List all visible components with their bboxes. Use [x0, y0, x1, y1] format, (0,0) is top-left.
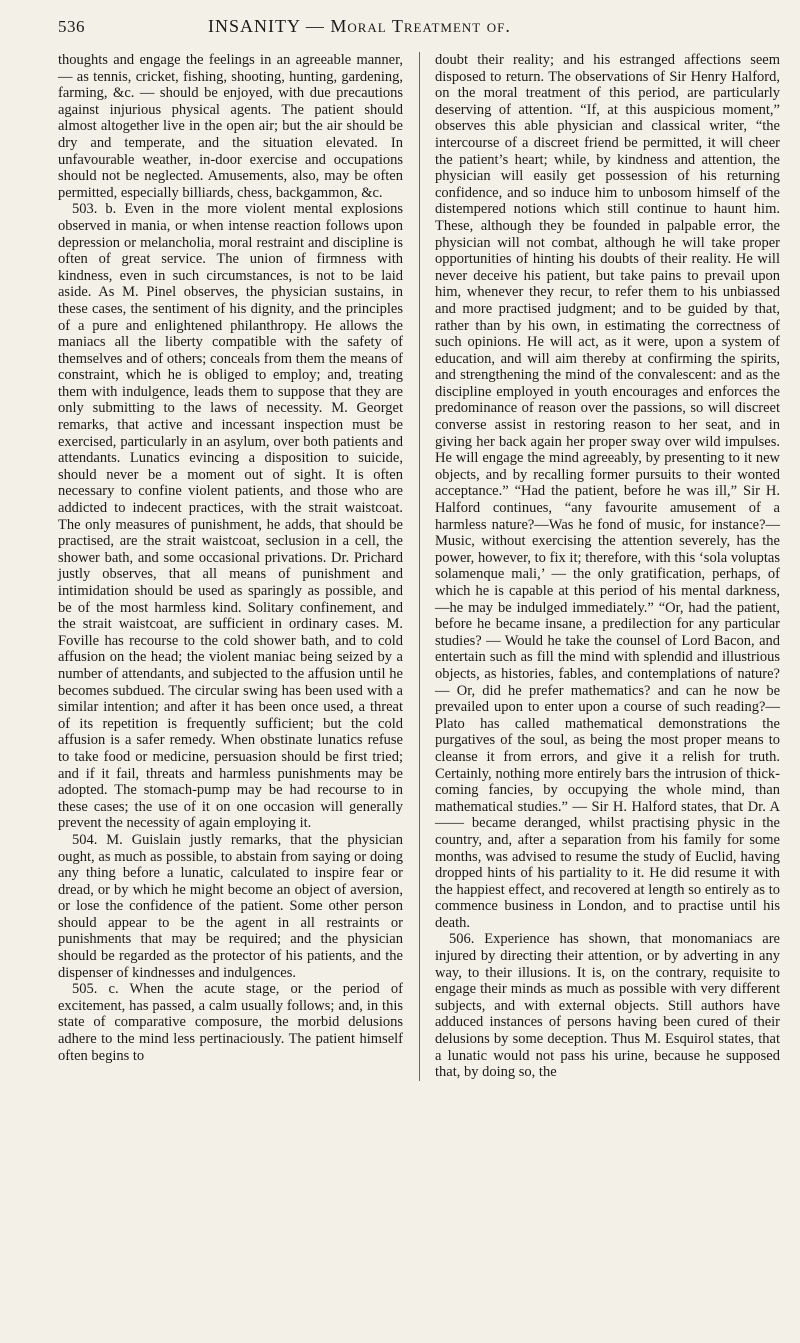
paragraph-505: 505. c. When the acute stage, or the period of excitement, has passed, a calm usually follows; and, in this state of comparative composure, the morbid delusions adhere to the mind less pertinaciously. The patient himself often begins to — [58, 981, 403, 1064]
paragraph-503: 503. b. Even in the more violent mental explosions observed in mania, or when intense reaction follows upon depression or melancholia, moral restraint and discipline is often of great service. The union of firmness with kindness, even in such circumstances, is not to be laid aside. As M. Pinel observes, the physician sustains, in these cases, the sentiment of his dignity, and the principles of a pure and enlightened philanthropy. He allows the maniacs all the liberty compatible with the safety of themselves and of others; conceals from them the means of constraint, which he is obliged to employ; and, treating them with indulgence, leads them to suppose that they are only submitting to the laws of necessity. M. Georget remarks, that active and incessant inspection must be exercised, particularly in an asylum, over both patients and attendants. Lunatics evincing a disposition to suicide, should never be a moment out of sight. It is often necessary to confine violent patients, and those who are addicted to indecent practices, with the strait waistcoat. The only measures of punishment, he adds, that should be practised, are the strait waistcoat, seclusion in a cell, the shower bath, and some occasional privations. Dr. Prichard justly observes, that all means of punishment and intimidation should be used as sparingly as possible, and be of the most harmless kind. Solitary confinement, and the strait waistcoat, are sufficient in ordinary cases. M. Foville has recourse to the cold shower bath, and to cold affusion on the head; the violent maniac being seized by a number of attendants, and subjected to the affusion until he becomes subdued. The circular swing has been used with a similar intention; and after it has been once used, a threat of its repetition is frequently sufficient; but the cold affusion is a safer remedy. When obstinate lunatics refuse to take food or medicine, persuasion should be first tried; and if it fail, threats and harmless punishments may be adopted. The stomach-pump may be had recourse to in these cases; the use of it on one occasion will generally prevent the necessity of again employing it. — [58, 201, 403, 832]
paragraph-506: 506. Experience has shown, that monomaniacs are injured by directing their attention, or by adverting in any way, to their illusions. It is, on the contrary, requisite to engage their minds as much as possible with very different subjects, and with external objects. Still authors have adduced instances of persons having been cured of their delusions by some deception. Thus M. Esquirol states, that a lunatic would not pass his urine, because he supposed that, by doing so, the — [435, 931, 780, 1081]
column-divider — [419, 52, 420, 1081]
running-head — [58, 16, 780, 42]
paragraph-505-continued: doubt their reality; and his estranged affections seem disposed to return. The observations of Sir Henry Halford, on the moral treatment of this period, are particularly deserving of attention. “If, at this auspicious moment,” observes this able physician and classical writer, “the intercourse of a discreet friend be permitted, it will cheer the patient’s heart; while, by kindness and attention, the physician will easily get possession of his returning confidence, and so induce him to unbosom himself of the distempered notions which still continue to haunt him. These, although they be founded in palpable error, the physician will not combat, although he will take proper opportunities of hinting his doubts of their reality. He will never deceive his patient, but take pains to prevail upon him, whenever they recur, to refer them to his unbiassed and more practised judgment; and to be guided by that, rather than by his own, in estimating the correctness of such opinions. He will act, as it were, upon a system of education, and will aim thereby at confirming the spirits, and strengthening the mind of the convalescent: and as the discipline employed in youth encourages and enforces the predominance of reason over the passions, so will discreet converse assist in restoring reason to her seat, and in giving her back again her proper sway over wild impulses. He will engage the mind agreeably, by presenting to it new objects, and by recalling former pursuits to their wonted acceptance.” “Had the patient, before he was ill,” Sir H. Halford continues, “any favourite amusement of a harmless nature?—Was he fond of music, for instance?— Music, without exercising the attention severely, has the power, however, to fix it; therefore, with this ‘sola voluptas solamenque mali,’ — the only gratification, perhaps, of which he is capable at this period of his mental darkness,—he may be indulged immediately.” “Or, had the patient, before he became insane, a predilection for any particular studies? — Would he take the counsel of Lord Bacon, and entertain such as fill the mind with splendid and illustrious objects, as histories, fables, and contemplations of nature?— Or, did he prefer mathematics? and can he now be prevailed upon to enter upon a course of such reading?—Plato has called mathematical demonstrations the purgatives of the soul, as being the most proper means to cleanse it from errors, and give it a relish for truth. Certainly, nothing more entirely bars the intrusion of thick-coming fancies, by occupying the whole mind, than mathematical studies.” — Sir H. Halford states, that Dr. A—— became deranged, whilst practising physic in the country, and, after a separation from his family for some months, was advised to resume the study of Euclid, having dropped hints of his partiality to it. He did resume it with the happiest effect, and recovered at length so entirely as to commence business in London, and to practise until his death. — [435, 52, 780, 931]
running-title: INSANITY — Moral Treatment of. — [208, 16, 511, 36]
left-column — [58, 52, 403, 1081]
right-column — [435, 52, 780, 1081]
page-number: 536 — [58, 17, 85, 36]
text-columns — [58, 52, 780, 1081]
paragraph: thoughts and engage the feelings in an agreeable manner,— as tennis, cricket, fishing, shooting, hunting, gardening, farming, &c. — should be enjoyed, with due precautions against injurious physical agents. The patient should almost altogether live in the open air; but the air should be dry and temperate, and the situation elevated. In unfavourable weather, in-door exercise and occupations should not be neglected. Amusements, also, may be often permitted, especially billiards, chess, backgammon, &c. — [58, 52, 403, 201]
paragraph-504: 504. M. Guislain justly remarks, that the physician ought, as much as possible, to abstain from saying or doing any thing before a lunatic, calculated to inspire fear or dread, or by which he might become an object of aversion, or lose the confidence of the patient. Some other person should appear to be the agent in all restraints or punishments that may be required; and the physician should be regarded as the protector of his patients, and the dispenser of kindnesses and indulgences. — [58, 831, 403, 981]
